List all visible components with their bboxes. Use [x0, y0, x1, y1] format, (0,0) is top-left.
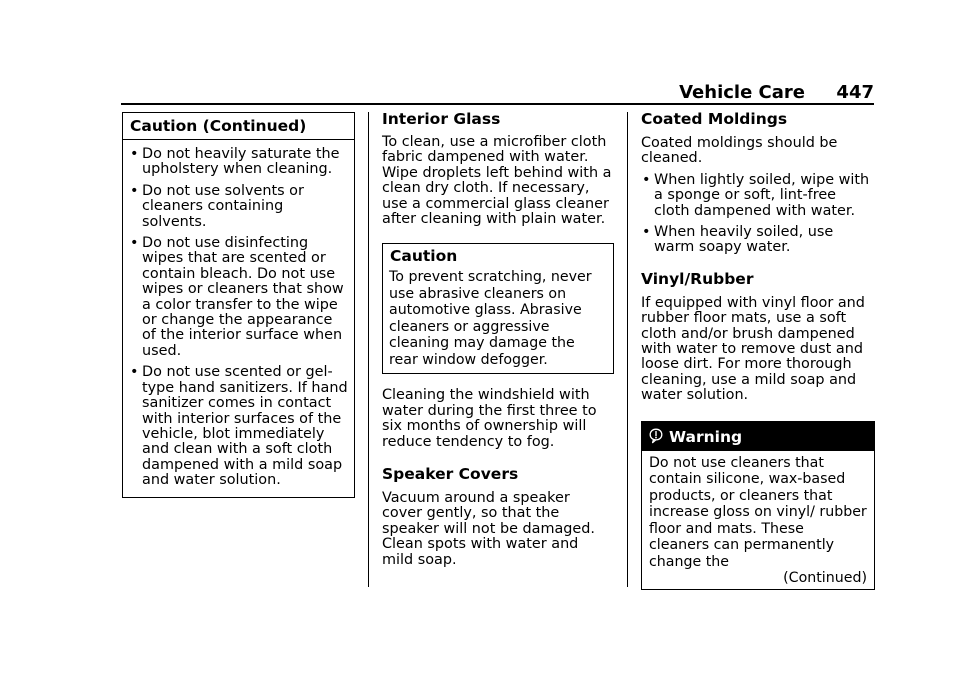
speaker-covers-heading: Speaker Covers [382, 465, 519, 484]
caution-continued-box [122, 112, 355, 498]
vinyl-rubber-heading: Vinyl/Rubber [641, 269, 754, 288]
caution-bullet-list [129, 147, 349, 489]
warning-heading: Warning [669, 427, 743, 446]
warning-box [641, 421, 875, 590]
warning-body [642, 451, 874, 589]
continued-label: (Continued) [783, 570, 867, 587]
caution-body: To prevent scratching, never use abrasive cleaners on automotive glass. Abrasive cleaners or aggressive cleaning may damage the rear window defogger. [389, 269, 592, 368]
list-item: • Do not use disinfecting wipes that are scented or contain bleach. Do not use wipes or cleaners that show a color transfer to the wipe or change the appearance of the interior surface when used. [129, 236, 349, 359]
interior-glass-paragraph: To clean, use a microfiber cloth fabric dampened with water. Wipe droplets left behind with a clean dry cloth. If necessary, use a commercial glass cleaner after cleaning with plain water. [382, 134, 612, 228]
column-middle [382, 110, 614, 568]
header-rule [121, 103, 874, 105]
list-item: • Do not use solvents or cleaners containing solvents. [129, 184, 349, 230]
warning-heading-bar [642, 422, 874, 451]
section-title: Vehicle Care [679, 82, 805, 103]
coated-moldings-list [641, 173, 875, 256]
list-item: • Do not heavily saturate the upholstery when cleaning. [129, 147, 349, 178]
caution-continued-body [123, 140, 354, 497]
windshield-paragraph: Cleaning the windshield with water during the first three to six months of ownership will reduce tendency to fog. [382, 387, 597, 450]
warning-icon [649, 428, 663, 444]
caution-box [382, 243, 614, 374]
page-number: 447 [836, 82, 874, 103]
column-left [122, 112, 355, 498]
column-divider [368, 112, 369, 587]
coated-moldings-heading: Coated Moldings [641, 110, 788, 128]
caution-heading: Caution [390, 247, 458, 266]
list-item: • When lightly soiled, wipe with a sponge or soft, lint-free cloth dampened with water. [641, 173, 875, 219]
list-item: • When heavily soiled, use warm soapy water. [641, 225, 875, 256]
column-right [641, 110, 875, 590]
coated-moldings-paragraph: Coated moldings should be cleaned. [641, 135, 838, 167]
caution-continued-heading: Caution (Continued) [123, 113, 354, 140]
list-item: • Do not use scented or gel-type hand sanitizers. If hand sanitizer comes in contact with interior surfaces of the vehicle, blot immediately and clean with a soft cloth dampened with a mild soap and water solution. [129, 365, 349, 488]
interior-glass-heading: Interior Glass [382, 110, 501, 128]
vinyl-rubber-paragraph: If equipped with vinyl floor and rubber floor mats, use a soft cloth and/or brush dampened with water to remove dust and loose dirt. For more thorough cleaning, use a mild soap and water solution. [641, 294, 865, 404]
warning-text: Do not use cleaners that contain silicone, wax-based products, or cleaners that increase gloss on vinyl/ rubber floor and mats. These cleaners can permanently change the [649, 454, 867, 570]
page-header [0, 0, 960, 104]
column-divider [627, 112, 628, 587]
speaker-covers-paragraph: Vacuum around a speaker cover gently, so that the speaker will not be damaged. Clean spots with water and mild soap. [382, 490, 595, 568]
